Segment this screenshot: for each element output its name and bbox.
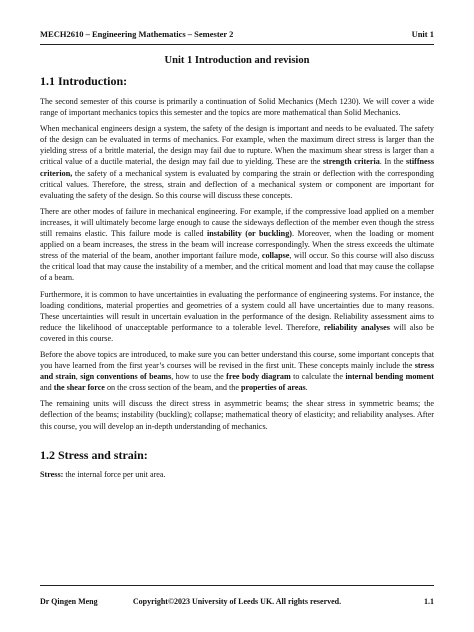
bold-term: Stress: bbox=[40, 469, 64, 479]
text-run: Before the above topics are introduced, to make sure you can better understand this course, some important concepts that you have learned from the first year’s courses will be revised in the first unit. These concepts mainly include the bbox=[40, 349, 434, 371]
page-number: 1.1 bbox=[424, 597, 434, 606]
bold-term: the shear force bbox=[53, 383, 105, 393]
bold-term: instability (or buckling) bbox=[207, 229, 292, 239]
section-stress-strain-body bbox=[40, 469, 434, 480]
text-run: , how to use the bbox=[171, 372, 227, 382]
bold-term: stiffness criterion, bbox=[40, 157, 434, 178]
paragraph bbox=[40, 289, 434, 344]
text-run: Furthermore, it is common to have uncertainties in evaluating the performance of engineering systems. For instance, the loading conditions, material properties and geometries of a system could all have uncertainties due to many reasons. These uncertainties will result in uncertain evaluation in the performance of the design. Reliability assessment aims to reduce the likelihood of unacceptable performance to a tolerable level. Therefore, bbox=[40, 289, 434, 332]
footer-author: Dr Qingen Meng bbox=[40, 597, 98, 606]
footer-copyright: Copyright©2023 University of Leeds UK. All rights reserved. bbox=[132, 597, 342, 606]
course-title: MECH2610 – Engineering Mathematics – Semester 2 bbox=[40, 29, 234, 39]
bold-term: free body diagram bbox=[226, 372, 291, 382]
text-run: , bbox=[75, 372, 81, 382]
page-header bbox=[40, 29, 434, 42]
text-run: . In the bbox=[379, 157, 406, 167]
bold-term: sign conventions of beams bbox=[80, 372, 172, 382]
text-run: . Moreover, when the loading or moment applied on a beam increases, the stress in the beam will increase correspondingly. When the stress exceeds the ultimate stress of the material of the beam, another important failure mode, bbox=[40, 229, 434, 261]
footer-divider bbox=[40, 585, 434, 586]
text-run: and bbox=[40, 383, 54, 393]
bold-term: internal bending moment bbox=[345, 372, 435, 382]
section-introduction-body bbox=[40, 96, 434, 432]
section-heading-stress-strain: 1.2 Stress and strain: bbox=[40, 447, 148, 462]
paragraph bbox=[40, 398, 434, 431]
bold-term: stress and strain bbox=[40, 361, 434, 382]
header-divider bbox=[40, 44, 434, 45]
text-run: When mechanical engineers design a system, the safety of the design is important and needs to be evaluated. The safety of the design can be evaluated in terms of mechanics. For example, when the maximum direct stress is larger than the yielding stress of a brittle material, the design may fail due to rupture. When the maximum shear stress is larger than a critical value of a ductile material, the design may fail due to yielding. These are the bbox=[40, 124, 434, 167]
text-run: on the cross section of the beam, and the bbox=[104, 383, 241, 393]
text-run: to calculate the bbox=[290, 372, 346, 382]
paragraph bbox=[40, 123, 434, 201]
text-run: . bbox=[305, 383, 308, 393]
text-run: There are other modes of failure in mechanical engineering. For example, if the compressive load applied on a member increases, it will ultimately become large enough to cause the sideways deflection of the member even though the stress still remains elastic. This failure mode is called bbox=[40, 206, 434, 239]
page-footer bbox=[40, 597, 434, 609]
page-title: Unit 1 Introduction and revision bbox=[164, 55, 310, 66]
paragraph bbox=[40, 206, 434, 284]
paragraph bbox=[40, 349, 434, 393]
bold-term: reliability analyses bbox=[323, 322, 390, 332]
text-run: the safety of a mechanical system is evaluated by comparing the strain or deflection with the corresponding critical values. Therefore, the stress, strain and deflection of a mechanical system or component are important for evaluating the safety of the design. So this course will discuss these concepts. bbox=[40, 168, 434, 200]
bold-term: strength criteria bbox=[322, 157, 380, 167]
text-run: , will occur. So this course will also discuss the critical load that may cause the instability of a member, and the critical moment and load that may cause the collapse of a beam. bbox=[40, 251, 434, 283]
unit-label: Unit 1 bbox=[411, 29, 434, 39]
paragraph bbox=[40, 469, 434, 480]
bold-term: properties of areas bbox=[240, 383, 306, 393]
text-run: The second semester of this course is primarily a continuation of Solid Mechanics (Mech 1230). We will cover a wide range of important mechanics topics this semester and the topics are more mathematical than Solid Mechanics. bbox=[40, 97, 434, 118]
text-run: The remaining units will discuss the direct stress in asymmetric beams; the shear stress in symmetric beams; the deflection of the beams; instability (buckling); collapse; mathematical theory of elasticity; and reliability analyses. After this course, you will develop an in-depth understanding of mechanics. bbox=[40, 399, 434, 431]
text-run: will also be covered in this course. bbox=[40, 322, 434, 343]
bold-term: collapse bbox=[261, 251, 290, 261]
text-run: the internal force per unit area. bbox=[63, 469, 166, 479]
paragraph bbox=[40, 96, 434, 118]
section-heading-introduction: 1.1 Introduction: bbox=[40, 74, 128, 88]
document-body bbox=[40, 55, 434, 485]
